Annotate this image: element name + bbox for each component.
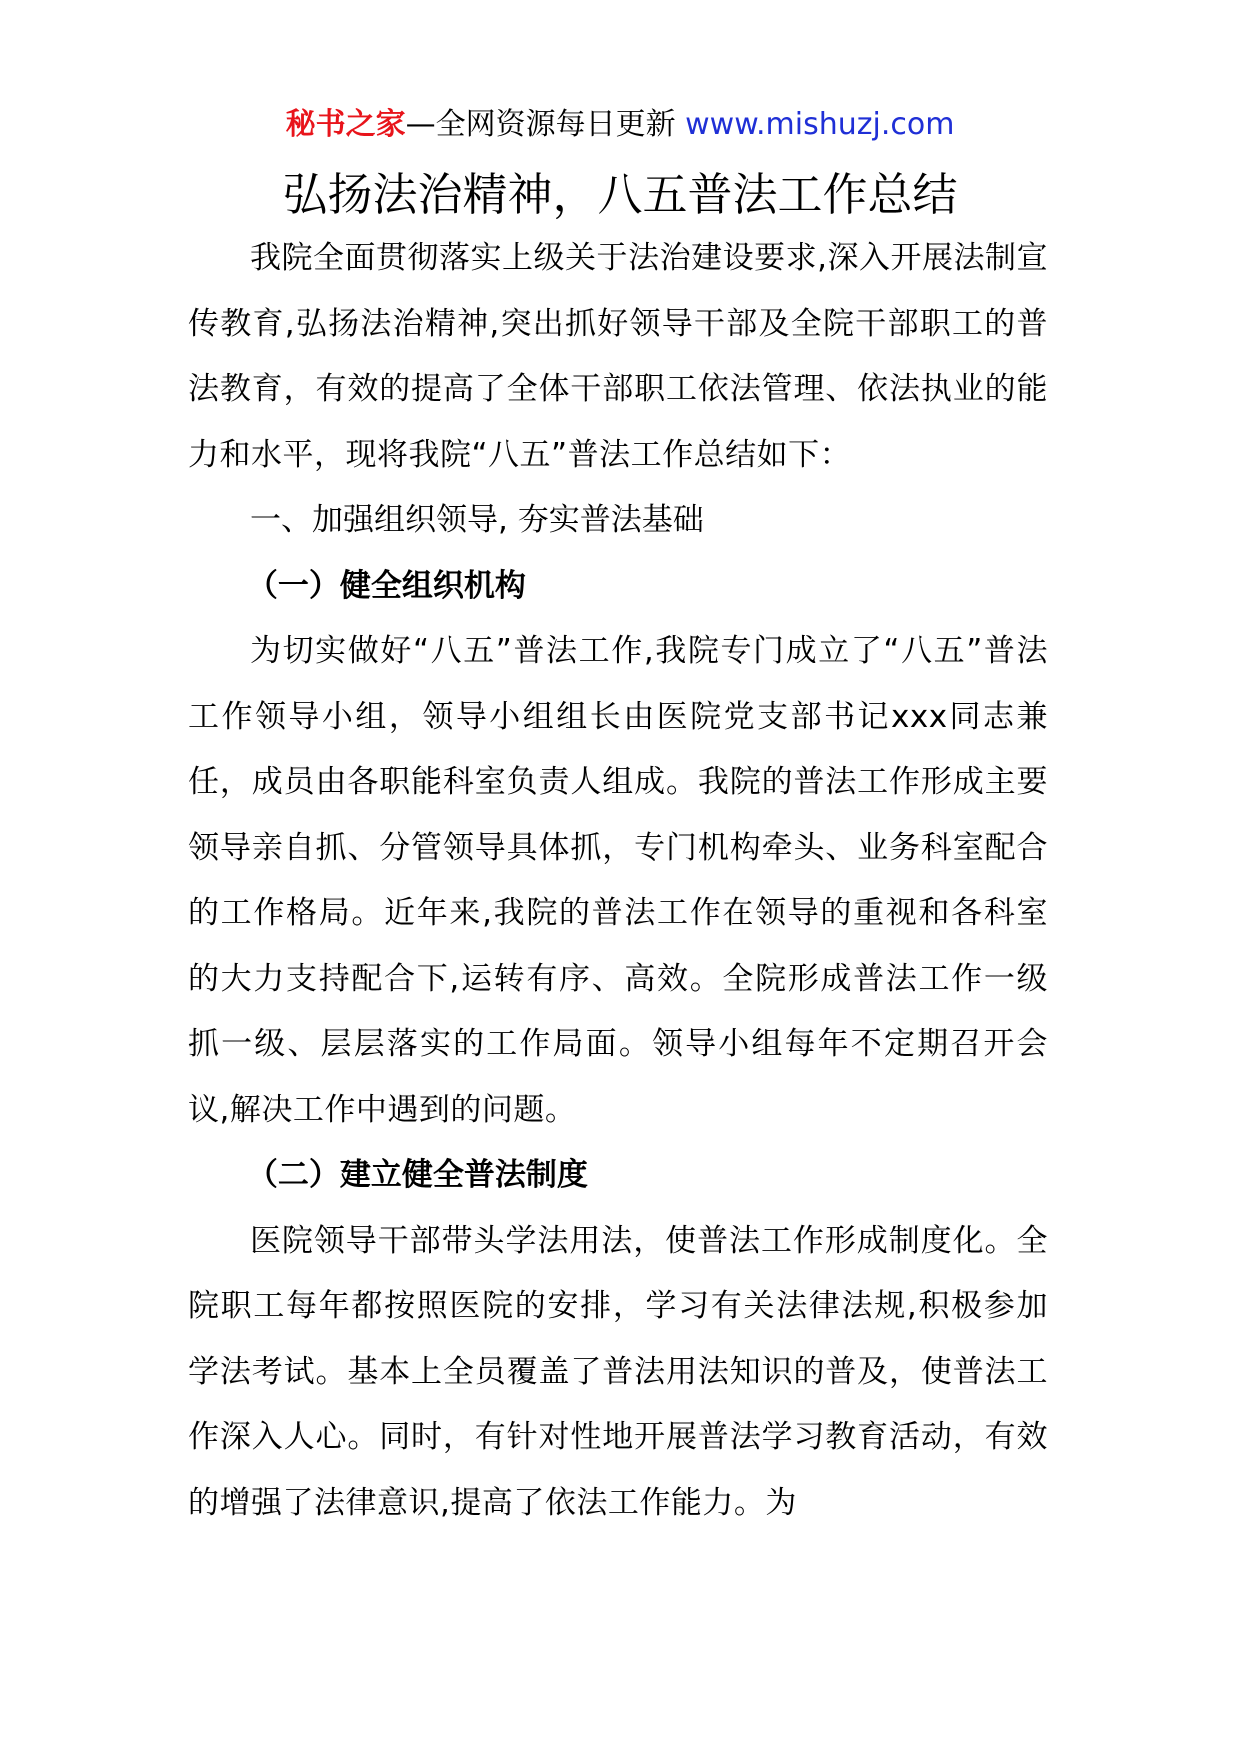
header-tagline: —全网资源每日更新 (405, 107, 686, 142)
subsection-paragraph-1: 为切实做好“八五”普法工作,我院专门成立了“八五”普法工作领导小组，领导小组组长由医院党支部书记xxx同志兼任，成员由各职能科室负责人组成。我院的普法工作形成主要领导亲自抓、分管领导具体抓，专门机构牵头、业务科室配合的工作格局。近年来,我院的普法工作在领导的重视和各科室的大力支持配合下,运转有序、高效。全院形成普法工作一级抓一级、层层落实的工作局面。领导小组每年不定期召开会议,解决工作中遇到的问题。 (188, 633, 1048, 1128)
subsection-heading-1: （一）健全组织机构 (246, 567, 526, 604)
site-header (0, 100, 1240, 150)
intro-paragraph: 我院全面贯彻落实上级关于法治建设要求,深入开展法制宣传教育,弘扬法治精神,突出抓好领导干部及全院干部职工的普法教育，有效的提高了全体干部职工依法管理、依法执业的能力和水平，现将我院“八五”普法工作总结如下： (188, 240, 1048, 473)
site-url-link[interactable]: www.mishuzj.com (685, 107, 955, 142)
section-heading: 一、加强组织领导, 夯实普法基础 (250, 502, 704, 538)
document-title: 弘扬法治精神，八五普法工作总结 (282, 168, 958, 221)
document-body (188, 226, 1048, 1536)
subsection-paragraph-2: 医院领导干部带头学法用法，使普法工作形成制度化。全院职工每年都按照医院的安排，学习有关法律法规,积极参加学法考试。基本上全员覆盖了普法用法知识的普及，使普法工作深入人心。同时，有针对性地开展普法学习教育活动，有效的增强了法律意识,提高了依法工作能力。为 (188, 1222, 1048, 1521)
brand-name: 秘书之家 (285, 107, 406, 142)
subsection-heading-2: （二）建立健全普法制度 (246, 1157, 588, 1193)
